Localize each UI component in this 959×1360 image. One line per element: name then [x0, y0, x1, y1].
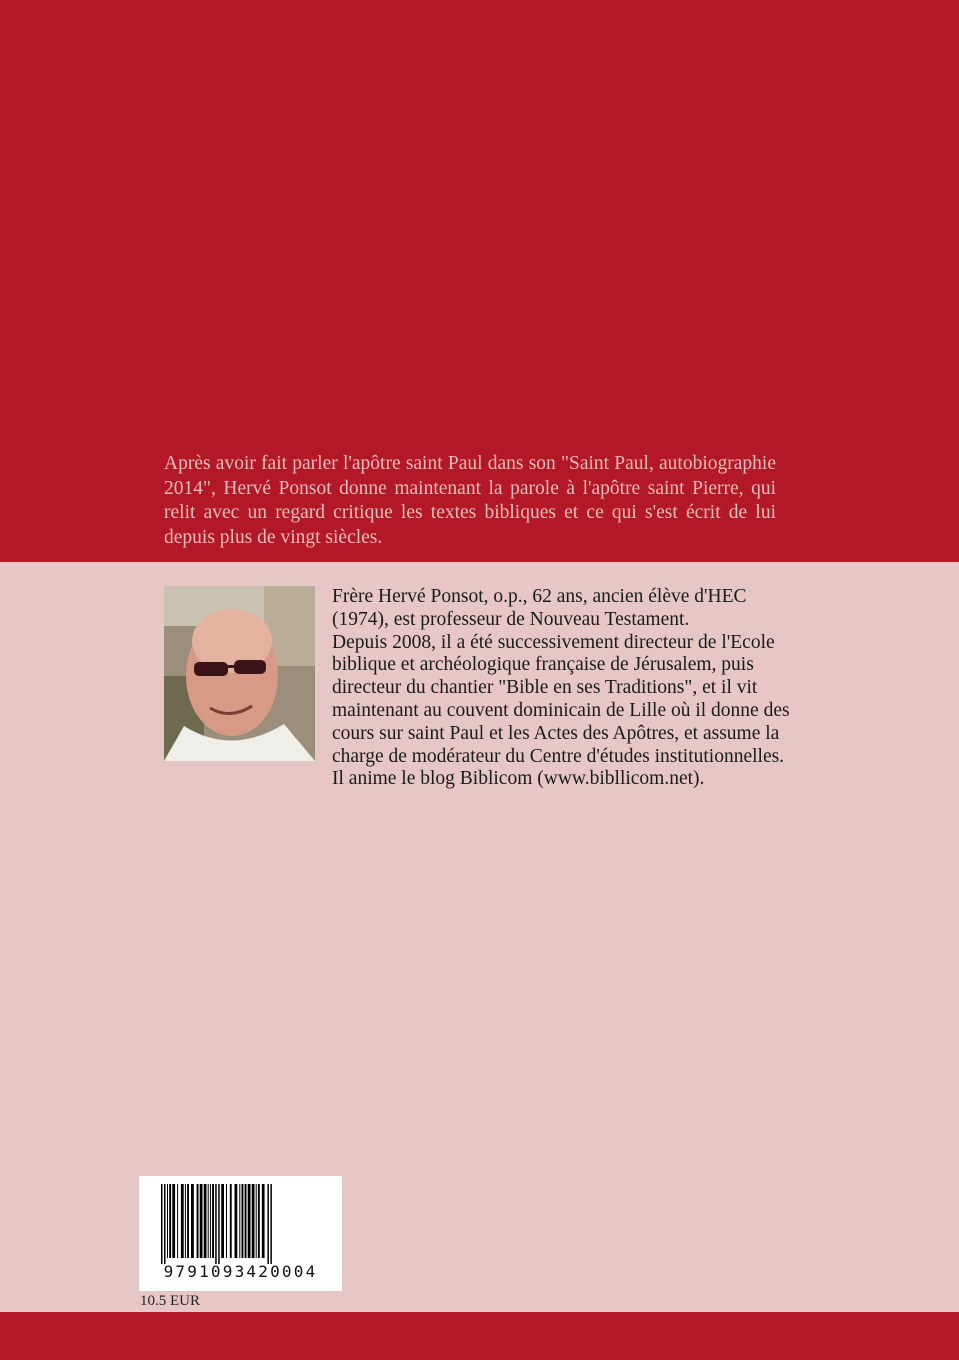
barcode-bar — [245, 1184, 247, 1258]
barcode-bar — [239, 1184, 240, 1258]
barcode-bar — [235, 1184, 238, 1258]
author-bio-intro: Frère Hervé Ponsot, o.p., 62 ans, ancien élève d'HEC (1974), est professeur de Nouveau Testament. — [332, 586, 747, 630]
barcode-bar — [181, 1184, 184, 1258]
barcode-bar — [212, 1184, 214, 1258]
barcode-bar — [248, 1184, 251, 1258]
barcode-bar — [215, 1184, 217, 1264]
barcode-bar — [252, 1184, 255, 1258]
barcode-bar — [210, 1184, 211, 1258]
barcode-bar — [204, 1184, 207, 1258]
barcode-bar — [200, 1184, 203, 1258]
price-label: 10.5 EUR — [140, 1293, 200, 1309]
barcode-bar — [191, 1184, 194, 1258]
author-photo — [164, 586, 315, 761]
isbn-barcode — [139, 1176, 342, 1291]
barcode-bar — [242, 1184, 244, 1258]
barcode-bar — [167, 1184, 168, 1258]
barcode-bar — [208, 1184, 209, 1258]
barcode-bar — [169, 1184, 171, 1258]
barcode-bar — [230, 1184, 232, 1258]
barcode-bar — [226, 1184, 227, 1258]
barcode-bar — [256, 1184, 257, 1258]
back-cover-blurb: Après avoir fait parler l'apôtre saint Paul dans son "Saint Paul, autobiographie 2014", Hervé Ponsot donne maintenant la parole à l'apôtre saint Pierre, qui relit avec un regard critique les textes bibliques et ce qui s'est écrit de lui depuis plus de vingt siècles. — [164, 453, 776, 548]
barcode-bar — [270, 1184, 272, 1264]
barcode-number: 9791093420004 — [163, 1262, 318, 1281]
barcode-bar — [161, 1184, 163, 1264]
barcode-bar — [267, 1184, 269, 1264]
barcode-bar — [218, 1184, 220, 1264]
author-bio-career: Depuis 2008, il a été successivement directeur de l'Ecole biblique et archéologique française de Jérusalem, puis directeur du chantier "Bible en ses Traditions", et il vit maintenant au couvent dominicain de Lille où il donne des cours sur saint Paul et les Actes des Apôtres, et assume la charge de modérateur du Centre d'études institutionnelles. — [332, 631, 790, 767]
barcode-bar — [164, 1184, 166, 1264]
cover-bottom-band — [0, 1312, 959, 1360]
barcode-bar — [172, 1184, 175, 1258]
author-bio — [332, 586, 802, 791]
barcode-bar — [221, 1184, 224, 1258]
barcode-bar — [262, 1184, 265, 1258]
barcode-bar — [197, 1184, 199, 1258]
barcode-bar — [177, 1184, 178, 1258]
author-portrait-image — [164, 586, 315, 761]
barcode-bar — [258, 1184, 260, 1258]
barcode-bars — [139, 1176, 342, 1264]
barcode-bar — [187, 1184, 189, 1258]
author-bio-blog: Il anime le blog Biblicom (www.bibllicom.net). — [332, 768, 705, 790]
barcode-bar — [185, 1184, 186, 1258]
